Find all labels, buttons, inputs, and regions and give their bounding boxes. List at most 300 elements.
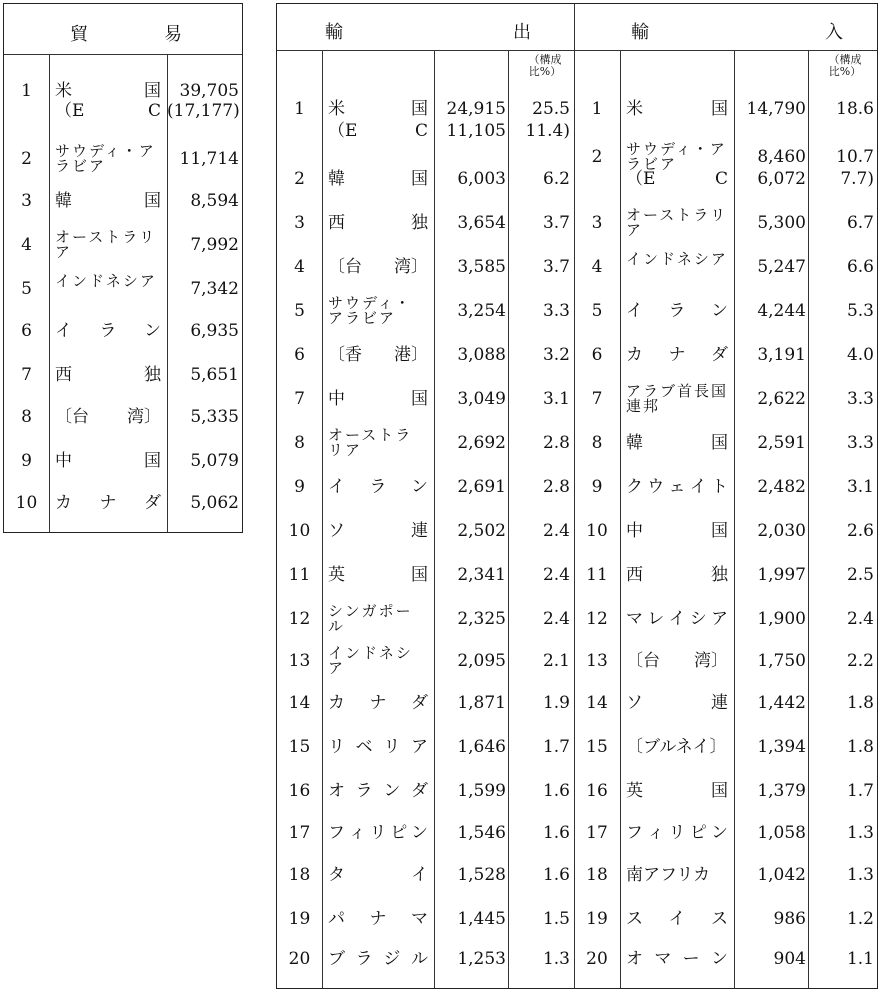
export-row-10-name: [328, 522, 428, 540]
import-row-12-value: 1,900: [757, 609, 806, 629]
import-row-1-rank: 2: [591, 147, 603, 167]
import-row-9-value: 2,482: [757, 477, 806, 497]
export-row-16-rank: 16: [288, 781, 311, 801]
trade-row-7-name: [55, 366, 161, 384]
import-row-19-name: [626, 910, 728, 928]
import-row-19-value: 986: [773, 909, 806, 929]
import-row-19-name-part: ス: [711, 909, 728, 929]
import-row-6-name: [626, 346, 728, 364]
export-row-7-share: 3.1: [542, 389, 570, 409]
import-row-14-name-part: 連: [711, 693, 728, 713]
export-row-3-value: 3,654: [457, 213, 506, 233]
trade-row-9-name-part: 国: [144, 451, 161, 471]
export-import-table: [276, 3, 878, 989]
export-row-0-name-part: 国: [411, 99, 428, 119]
export-row-18-name-part: イ: [411, 865, 428, 885]
export-row-8-name: オーストラリア: [328, 426, 413, 459]
import-row-7-value: 2,622: [757, 389, 806, 409]
export-row-4-name-part: 湾〕: [394, 257, 428, 277]
import-row-19-share: 1.2: [846, 909, 874, 929]
trade-row-1-name-part: （E: [55, 101, 85, 121]
import-row-1-name: サウディ・アラビア: [626, 140, 727, 173]
export-row-5-share: 3.3: [542, 301, 570, 321]
import-row-1-share: 10.7: [836, 147, 874, 167]
export-row-3-name-part: 独: [411, 213, 428, 233]
export-row-6-value: 3,088: [457, 345, 506, 365]
import-row-14-name: [626, 694, 728, 712]
import-row-8-name: [626, 434, 728, 452]
import-row-0-name: [626, 100, 728, 118]
import-col-divider-2: [734, 50, 735, 988]
import-row-20-name-part: オ: [626, 949, 643, 969]
trade-col-divider-1: [49, 54, 50, 532]
trade-row-0-rank: 1: [21, 81, 32, 101]
export-row-5-name: サウディ・アラビア: [328, 294, 412, 327]
import-header-char-1: 輸: [631, 22, 649, 43]
import-row-4-share: 6.6: [846, 257, 874, 277]
import-row-3-value: 5,300: [757, 213, 806, 233]
import-row-18-rank: 18: [586, 865, 608, 885]
export-row-17-rank: 17: [288, 823, 311, 843]
import-row-20-rank: 20: [586, 949, 608, 969]
export-row-15-name-part: リ: [383, 737, 401, 757]
trade-row-8-value: 5,335: [190, 407, 239, 427]
import-row-10-name: [626, 522, 728, 540]
export-row-6-rank: 6: [294, 345, 305, 365]
export-row-14-name-part: ダ: [411, 693, 428, 713]
import-row-18-share: 1.3: [846, 865, 874, 885]
export-row-5-value: 3,254: [457, 301, 506, 321]
import-row-5-name-part: ラ: [668, 301, 686, 321]
export-row-18-value: 1,528: [457, 865, 506, 885]
export-row-8-share: 2.8: [542, 433, 570, 453]
export-row-19-name-part: パ: [328, 909, 345, 929]
import-row-0-rank: 1: [591, 99, 603, 119]
export-row-0-name-part: 米: [328, 99, 345, 119]
import-row-5-name: [626, 302, 728, 320]
trade-table: [3, 3, 243, 533]
export-row-13-share: 2.1: [542, 651, 570, 671]
trade-row-3-rank: 3: [21, 191, 32, 211]
trade-row-4-value: 7,992: [190, 235, 239, 255]
trade-header-char-1: 貿: [70, 24, 88, 45]
export-row-17-share: 1.6: [542, 823, 570, 843]
trade-row-7-name-part: 独: [144, 365, 161, 385]
trade-row-3-name-part: 韓: [55, 191, 72, 211]
import-row-6-name-part: カ: [626, 345, 643, 365]
import-row-1-value: 8,460: [757, 147, 806, 167]
export-row-17-name: [328, 824, 428, 842]
import-row-5-rank: 5: [591, 301, 603, 321]
export-row-12-name: シンガポール: [328, 602, 413, 635]
import-row-9-rank: 9: [591, 477, 603, 497]
export-row-18-rank: 18: [288, 865, 311, 885]
trade-row-10-name: [55, 494, 161, 512]
export-row-1-name-part: C: [414, 121, 428, 141]
import-col-divider-3: [808, 50, 809, 988]
trade-row-7-name-part: 西: [55, 365, 72, 385]
import-header-char-2: 入: [825, 22, 843, 43]
import-row-15-value: 1,394: [757, 737, 806, 757]
import-row-2-value: 6,072: [757, 169, 806, 189]
import-row-10-share: 2.6: [846, 521, 874, 541]
export-row-16-name-part: ダ: [410, 781, 428, 801]
export-row-4-name: [328, 258, 428, 276]
export-row-9-value: 2,691: [457, 477, 506, 497]
export-row-16-name-part: ン: [383, 781, 401, 801]
import-row-0-share: 18.6: [836, 99, 874, 119]
export-row-11-name-part: 国: [411, 565, 428, 585]
import-row-15-share: 1.8: [846, 737, 874, 757]
trade-row-10-name-part: カ: [55, 493, 72, 513]
import-row-13-name-part: 湾〕: [694, 651, 728, 671]
export-header-char-1: 輸: [325, 22, 343, 43]
trade-row-7-rank: 7: [21, 365, 32, 385]
export-row-2-rank: 2: [294, 169, 305, 189]
export-row-16-value: 1,599: [457, 781, 506, 801]
import-row-0-name-part: 国: [711, 99, 728, 119]
trade-row-2-rank: 2: [21, 149, 32, 169]
trade-row-9-rank: 9: [21, 451, 32, 471]
import-row-12-name-part: イ: [668, 609, 686, 629]
export-row-15-name-part: ア: [410, 737, 428, 757]
import-row-12-name-part: ア: [711, 609, 728, 629]
import-row-10-value: 2,030: [757, 521, 806, 541]
import-row-8-share: 3.3: [846, 433, 874, 453]
export-row-1-name-part: （E: [328, 121, 358, 141]
export-row-6-name-part: 港〕: [394, 345, 428, 365]
export-row-20-name-part: ブ: [328, 949, 345, 969]
export-row-2-name: [328, 170, 428, 188]
export-row-16-name-part: ラ: [355, 781, 373, 801]
export-row-17-name-part: ン: [411, 823, 428, 843]
export-row-12-value: 2,325: [457, 609, 506, 629]
import-row-17-rank: 17: [586, 823, 608, 843]
export-row-19-name-part: ナ: [369, 909, 387, 929]
import-row-11-rank: 11: [586, 565, 608, 585]
export-row-14-name-part: ナ: [369, 693, 387, 713]
import-row-12-share: 2.4: [846, 609, 874, 629]
export-row-7-name-part: 中: [328, 389, 345, 409]
trade-row-0-value: 39,705: [179, 81, 239, 101]
export-row-6-name: [328, 346, 428, 364]
import-row-16-value: 1,379: [757, 781, 806, 801]
import-row-5-name-part: ン: [711, 301, 728, 321]
trade-row-3-value: 8,594: [190, 191, 239, 211]
import-row-12-name-part: レ: [647, 609, 665, 629]
import-row-14-share: 1.8: [846, 693, 874, 713]
export-row-7-value: 3,049: [457, 389, 506, 409]
trade-row-8-rank: 8: [21, 407, 32, 427]
import-row-3-share: 6.7: [846, 213, 874, 233]
export-row-1-share: 11.4): [525, 121, 570, 141]
trade-row-6-rank: 6: [21, 321, 32, 341]
trade-row-9-value: 5,079: [190, 451, 239, 471]
import-row-12-name-part: シ: [689, 609, 707, 629]
import-row-6-share: 4.0: [846, 345, 874, 365]
import-row-2-name-part: （E: [626, 169, 656, 189]
export-row-20-share: 1.3: [542, 949, 570, 969]
import-row-4-value: 5,247: [757, 257, 806, 277]
import-row-2-name: [626, 170, 728, 188]
export-row-2-name-part: 韓: [328, 169, 345, 189]
export-share-note: （構成比%）: [528, 53, 562, 78]
export-row-2-value: 6,003: [457, 169, 506, 189]
export-row-20-name-part: ル: [410, 949, 428, 969]
export-row-20-value: 1,253: [457, 949, 506, 969]
import-row-18-value: 1,042: [757, 865, 806, 885]
export-row-18-share: 1.6: [542, 865, 570, 885]
import-row-13-share: 2.2: [846, 651, 874, 671]
export-row-16-name-part: オ: [328, 781, 345, 801]
export-row-9-share: 2.8: [542, 477, 570, 497]
export-row-20-name: [328, 950, 428, 968]
import-row-17-name-part: リ: [668, 823, 686, 843]
export-row-10-share: 2.4: [542, 521, 570, 541]
export-row-19-rank: 19: [288, 909, 311, 929]
trade-row-5-name: インドネシア: [55, 272, 157, 290]
import-row-11-share: 2.5: [846, 565, 874, 585]
import-row-4-name: インドネシア: [626, 250, 728, 268]
import-row-13-name: [626, 652, 728, 670]
import-row-17-value: 1,058: [757, 823, 806, 843]
export-row-11-rank: 11: [288, 565, 311, 585]
export-row-5-rank: 5: [294, 301, 305, 321]
export-row-3-share: 3.7: [542, 213, 570, 233]
export-row-0-name: [328, 100, 428, 118]
export-row-9-name-part: ラ: [369, 477, 387, 497]
import-row-17-name-part: ン: [711, 823, 728, 843]
import-row-12-rank: 12: [586, 609, 608, 629]
import-row-11-name: [626, 566, 728, 584]
trade-row-6-name-part: ラ: [99, 321, 117, 341]
export-row-15-name-part: リ: [328, 737, 345, 757]
export-row-1-name: [328, 122, 428, 140]
export-row-3-name-part: 西: [328, 213, 345, 233]
import-row-8-value: 2,591: [757, 433, 806, 453]
export-row-1-value: 11,105: [446, 121, 506, 141]
import-share-note: （構成比%）: [828, 53, 862, 78]
export-row-8-value: 2,692: [457, 433, 506, 453]
export-row-15-value: 1,646: [457, 737, 506, 757]
import-row-17-name: [626, 824, 728, 842]
import-row-9-share: 3.1: [846, 477, 874, 497]
trade-row-10-name-part: ダ: [144, 493, 161, 513]
import-row-8-name-part: 韓: [626, 433, 643, 453]
trade-row-3-name: [55, 192, 161, 210]
import-row-15-rank: 15: [586, 737, 608, 757]
export-row-2-share: 6.2: [542, 169, 570, 189]
import-row-19-rank: 19: [586, 909, 608, 929]
export-row-14-share: 1.9: [542, 693, 570, 713]
export-row-20-rank: 20: [288, 949, 311, 969]
trade-header-char-2: 易: [164, 24, 182, 45]
import-row-16-name-part: 国: [711, 781, 728, 801]
import-row-19-name-part: イ: [668, 909, 686, 929]
export-row-7-rank: 7: [294, 389, 305, 409]
import-row-0-value: 14,790: [746, 99, 806, 119]
import-row-16-name-part: 英: [626, 781, 643, 801]
import-row-14-rank: 14: [586, 693, 608, 713]
import-row-3-name: オーストラリア: [626, 206, 728, 239]
import-row-0-name-part: 米: [626, 99, 643, 119]
import-row-14-value: 1,442: [757, 693, 806, 713]
import-row-17-share: 1.3: [846, 823, 874, 843]
export-row-4-name-part: 〔台: [328, 257, 362, 277]
export-row-18-name-part: タ: [328, 865, 345, 885]
trade-row-0-name-part: 米: [55, 81, 72, 101]
trade-header-divider: [4, 54, 242, 55]
trade-row-10-rank: 10: [15, 493, 38, 513]
import-row-16-name: [626, 782, 728, 800]
trade-row-6-value: 6,935: [190, 321, 239, 341]
import-row-11-name-part: 西: [626, 565, 643, 585]
export-row-6-name-part: 〔香: [328, 345, 362, 365]
export-row-11-value: 2,341: [457, 565, 506, 585]
export-row-10-value: 2,502: [457, 521, 506, 541]
import-row-15-name-part: 〔ブルネイ〕: [626, 737, 727, 757]
export-row-15-name: [328, 738, 428, 756]
import-row-9-name-part: ェ: [668, 477, 686, 497]
export-row-12-rank: 12: [288, 609, 311, 629]
import-row-20-name-part: マ: [654, 949, 672, 969]
export-row-9-name-part: イ: [328, 477, 345, 497]
import-row-20-name: [626, 950, 728, 968]
import-row-17-name-part: ピ: [689, 823, 707, 843]
export-row-7-name-part: 国: [411, 389, 428, 409]
import-row-9-name: [626, 478, 728, 496]
import-row-18-name: [626, 866, 728, 884]
export-col-divider-1: [322, 50, 323, 988]
export-row-14-rank: 14: [288, 693, 311, 713]
export-row-18-name: [328, 866, 428, 884]
trade-row-6-name: [55, 322, 161, 340]
trade-row-4-name: オーストラリア: [55, 228, 157, 261]
import-row-9-name-part: ウ: [647, 477, 665, 497]
import-row-14-name-part: ソ: [626, 693, 643, 713]
trade-row-1-value: (17,177): [167, 101, 240, 121]
import-row-5-name-part: イ: [626, 301, 643, 321]
trade-row-6-name-part: ン: [144, 321, 161, 341]
trade-row-0-name-part: 国: [144, 81, 161, 101]
export-row-3-rank: 3: [294, 213, 305, 233]
export-row-15-share: 1.7: [542, 737, 570, 757]
export-row-9-name-part: ン: [411, 477, 428, 497]
import-row-13-name-part: 〔台: [626, 651, 660, 671]
import-row-9-name-part: ク: [626, 477, 643, 497]
import-row-17-name-part: ィ: [647, 823, 665, 843]
export-row-14-name: [328, 694, 428, 712]
export-col-divider-2: [434, 50, 435, 988]
trade-row-5-value: 7,342: [190, 279, 239, 299]
import-row-7-name: アラブ首長国連邦: [626, 382, 729, 415]
import-row-7-rank: 7: [591, 389, 603, 409]
trade-row-9-name-part: 中: [55, 451, 72, 471]
export-row-10-name-part: ソ: [328, 521, 345, 541]
trade-row-1-name-part: C: [147, 101, 161, 121]
export-row-20-name-part: ラ: [355, 949, 373, 969]
import-row-18-name-part: 南アフリカ: [626, 865, 711, 885]
import-row-13-rank: 13: [586, 651, 608, 671]
trade-row-6-name-part: イ: [55, 321, 72, 341]
import-row-20-value: 904: [773, 949, 806, 969]
export-row-4-value: 3,585: [457, 257, 506, 277]
import-row-4-rank: 4: [591, 257, 603, 277]
export-row-20-name-part: ジ: [383, 949, 401, 969]
export-row-13-value: 2,095: [457, 651, 506, 671]
import-row-19-name-part: ス: [626, 909, 643, 929]
export-row-17-name-part: リ: [369, 823, 387, 843]
import-row-20-name-part: ン: [710, 949, 728, 969]
trade-row-1-name: [55, 102, 161, 120]
import-row-9-name-part: ト: [711, 477, 728, 497]
export-row-17-name-part: ィ: [348, 823, 366, 843]
export-row-19-name: [328, 910, 428, 928]
trade-row-8-name: [55, 408, 161, 426]
import-row-11-name-part: 独: [711, 565, 728, 585]
export-col-divider-3: [508, 50, 509, 988]
import-row-2-share: 7.7): [840, 169, 874, 189]
export-header-char-2: 出: [513, 22, 531, 43]
import-row-15-name: [626, 738, 728, 756]
export-row-9-rank: 9: [294, 477, 305, 497]
export-row-0-rank: 1: [294, 99, 305, 119]
import-row-6-name-part: ダ: [711, 345, 728, 365]
export-row-17-name-part: ピ: [390, 823, 408, 843]
import-row-11-value: 1,997: [757, 565, 806, 585]
trade-row-3-name-part: 国: [144, 191, 161, 211]
export-row-16-share: 1.6: [542, 781, 570, 801]
import-row-9-name-part: イ: [689, 477, 707, 497]
export-row-17-value: 1,546: [457, 823, 506, 843]
export-row-4-rank: 4: [294, 257, 305, 277]
trade-row-10-name-part: ナ: [99, 493, 117, 513]
export-row-7-name: [328, 390, 428, 408]
import-row-2-name-part: C: [714, 169, 728, 189]
export-row-15-rank: 15: [288, 737, 311, 757]
export-row-3-name: [328, 214, 428, 232]
trade-row-8-name-part: 湾〕: [127, 407, 161, 427]
export-row-11-share: 2.4: [542, 565, 570, 585]
import-row-8-name-part: 国: [711, 433, 728, 453]
import-row-13-value: 1,750: [757, 651, 806, 671]
import-row-6-rank: 6: [591, 345, 603, 365]
export-row-13-name: インドネシア: [328, 644, 413, 677]
trade-row-8-name-part: 〔台: [55, 407, 89, 427]
export-row-12-share: 2.4: [542, 609, 570, 629]
import-row-12-name: [626, 610, 728, 628]
import-row-20-name-part: ー: [682, 949, 700, 969]
export-row-8-rank: 8: [294, 433, 305, 453]
import-row-6-value: 3,191: [757, 345, 806, 365]
import-row-8-rank: 8: [591, 433, 603, 453]
export-row-14-value: 1,871: [457, 693, 506, 713]
import-col-divider-1: [620, 50, 621, 988]
export-row-6-share: 3.2: [542, 345, 570, 365]
trade-row-7-value: 5,651: [190, 365, 239, 385]
import-row-20-share: 1.1: [846, 949, 874, 969]
trade-row-4-rank: 4: [21, 235, 32, 255]
trade-row-0-name: [55, 82, 161, 100]
export-row-11-name: [328, 566, 428, 584]
export-row-19-share: 1.5: [542, 909, 570, 929]
import-row-6-name-part: ナ: [668, 345, 686, 365]
trade-row-2-value: 11,714: [179, 149, 239, 169]
export-row-0-value: 24,915: [446, 99, 506, 119]
import-row-10-name-part: 中: [626, 521, 643, 541]
import-row-12-name-part: マ: [626, 609, 643, 629]
export-row-13-rank: 13: [288, 651, 311, 671]
